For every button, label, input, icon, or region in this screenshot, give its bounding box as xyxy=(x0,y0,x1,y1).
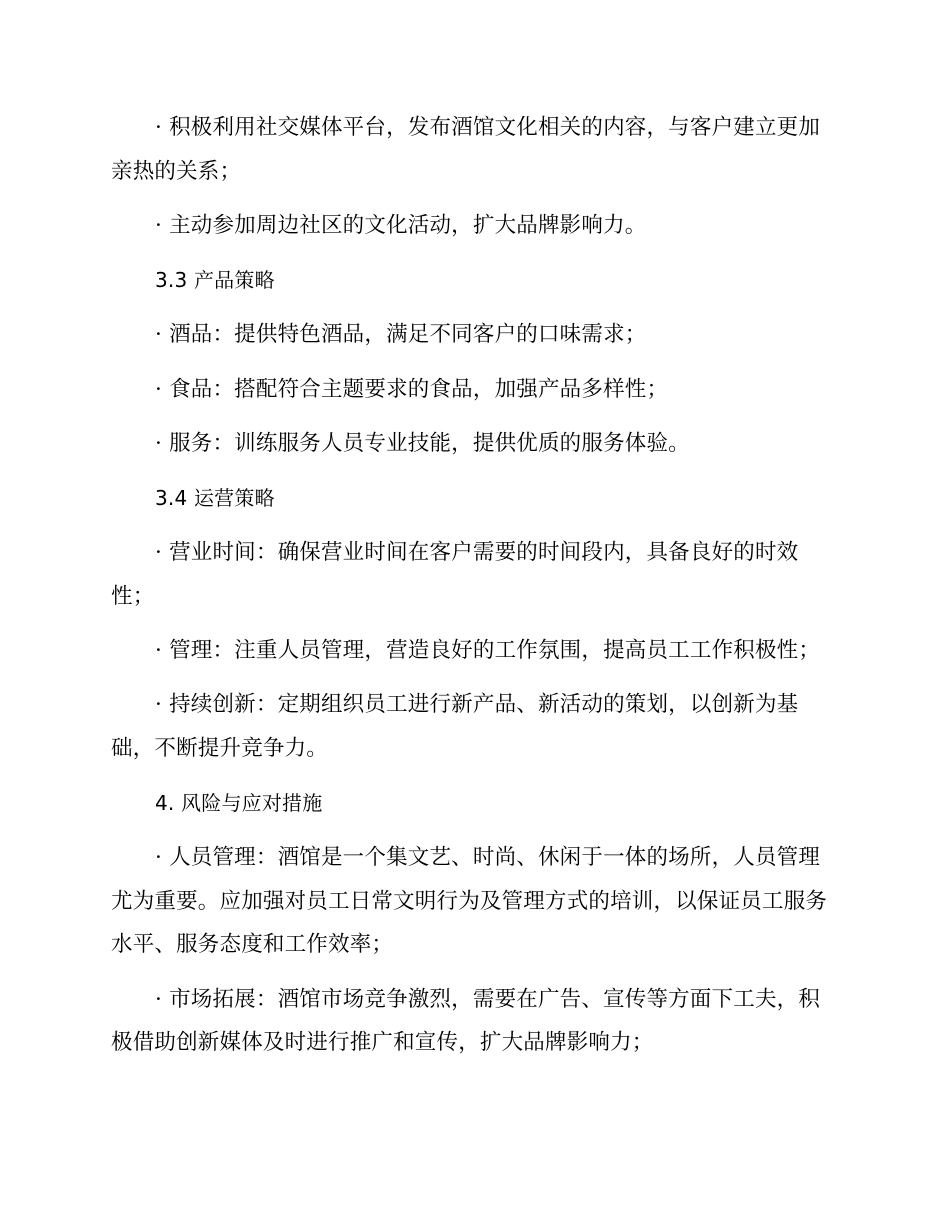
bullet-social-media-line-1: · 积极利用社交媒体平台，发布酒馆文化相关的内容，与客户建立更加 xyxy=(155,115,821,140)
bullet-drinks-line-1: · 酒品：提供特色酒品，满足不同客户的口味需求； xyxy=(155,322,647,347)
bullet-personnel-line-1: · 人员管理：酒馆是一个集文艺、时尚、休闲于一体的场所，人员管理 xyxy=(155,845,821,870)
bullet-personnel-line-3: 水平、服务态度和工作效率； xyxy=(111,932,394,957)
bullet-social-media-line-2: 亲热的关系； xyxy=(111,159,242,184)
bullet-innovation-line-1: · 持续创新：定期组织员工进行新产品、新活动的策划，以创新为基 xyxy=(155,692,799,717)
bullet-service-line-1: · 服务：训练服务人员专业技能，提供优质的服务体验。 xyxy=(155,431,690,456)
bullet-hours-line-1: · 营业时间：确保营业时间在客户需要的时间段内，具备良好的时效 xyxy=(155,540,799,565)
heading-3-4: 3.4 运营策略 xyxy=(155,486,275,510)
bullet-market-line-2: 极借助创新媒体及时进行推广和宣传，扩大品牌影响力； xyxy=(111,1030,654,1055)
bullet-food-line-1: · 食品：搭配符合主题要求的食品，加强产品多样性； xyxy=(155,377,669,402)
bullet-community-line-1: · 主动参加周边社区的文化活动，扩大品牌影响力。 xyxy=(155,213,647,238)
bullet-hours-line-2: 性； xyxy=(111,584,155,609)
heading-3-3: 3.3 产品策略 xyxy=(155,268,275,292)
bullet-market-line-1: · 市场拓展：酒馆市场竞争激烈，需要在广告、宣传等方面下工夫，积 xyxy=(155,987,821,1012)
bullet-management-line-1: · 管理：注重人员管理，营造良好的工作氛围，提高员工工作积极性； xyxy=(155,638,821,663)
heading-4: 4. 风险与应对措施 xyxy=(155,791,323,815)
bullet-personnel-line-2: 尤为重要。应加强对员工日常文明行为及管理方式的培训，以保证员工服务 xyxy=(111,889,828,914)
bullet-innovation-line-2: 础，不断提升竞争力。 xyxy=(111,736,329,761)
